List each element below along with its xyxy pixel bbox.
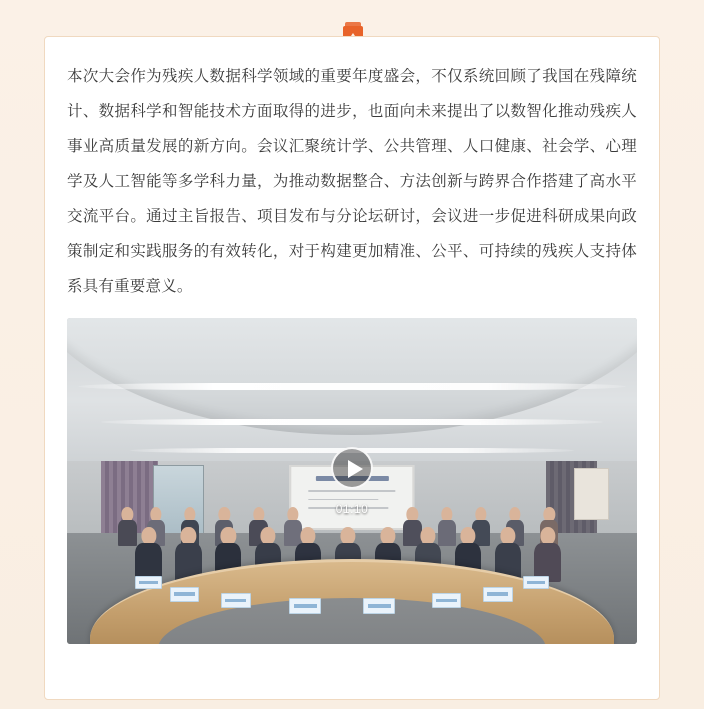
table-nameplate — [483, 587, 513, 602]
ceiling-light-strip — [101, 419, 603, 425]
attendee — [534, 527, 560, 582]
table-nameplate — [221, 593, 251, 608]
table-nameplate — [523, 576, 549, 590]
video-player[interactable] — [67, 318, 637, 644]
screen-text-line — [308, 499, 378, 501]
article-card — [44, 36, 660, 700]
table-nameplate — [363, 598, 395, 614]
article-paragraph: 本次大会作为残疾人数据科学领域的重要年度盛会，不仅系统回顾了我国在残障统计、数据科学和智能技术方面取得的进步，也面向未来提出了以数智化推动残疾人事业高质量发展的新方向。会议汇聚统计学、公共管理、人口健康、社会学、心理学及人工智能等多学科力量，为推动数据整合、方法创新与跨界合作搭建了高水平交流平台。通过主旨报告、项目发布与分论坛研讨，会议进一步促进科研成果向政策制定和实践服务的有效转化，对于构建更加精准、公平、可持续的残疾人支持体系具有重要意义。 — [67, 68, 637, 295]
table-nameplate — [170, 587, 200, 602]
article-card-content — [67, 59, 637, 677]
table-nameplate — [432, 593, 462, 608]
video-duration: 01:10 — [335, 502, 369, 517]
table-nameplate — [135, 576, 161, 590]
screen-text-line — [308, 490, 395, 492]
play-icon[interactable] — [331, 447, 373, 489]
attendee — [135, 527, 161, 582]
table-nameplate — [289, 598, 321, 614]
ceiling-light-strip — [78, 383, 625, 390]
